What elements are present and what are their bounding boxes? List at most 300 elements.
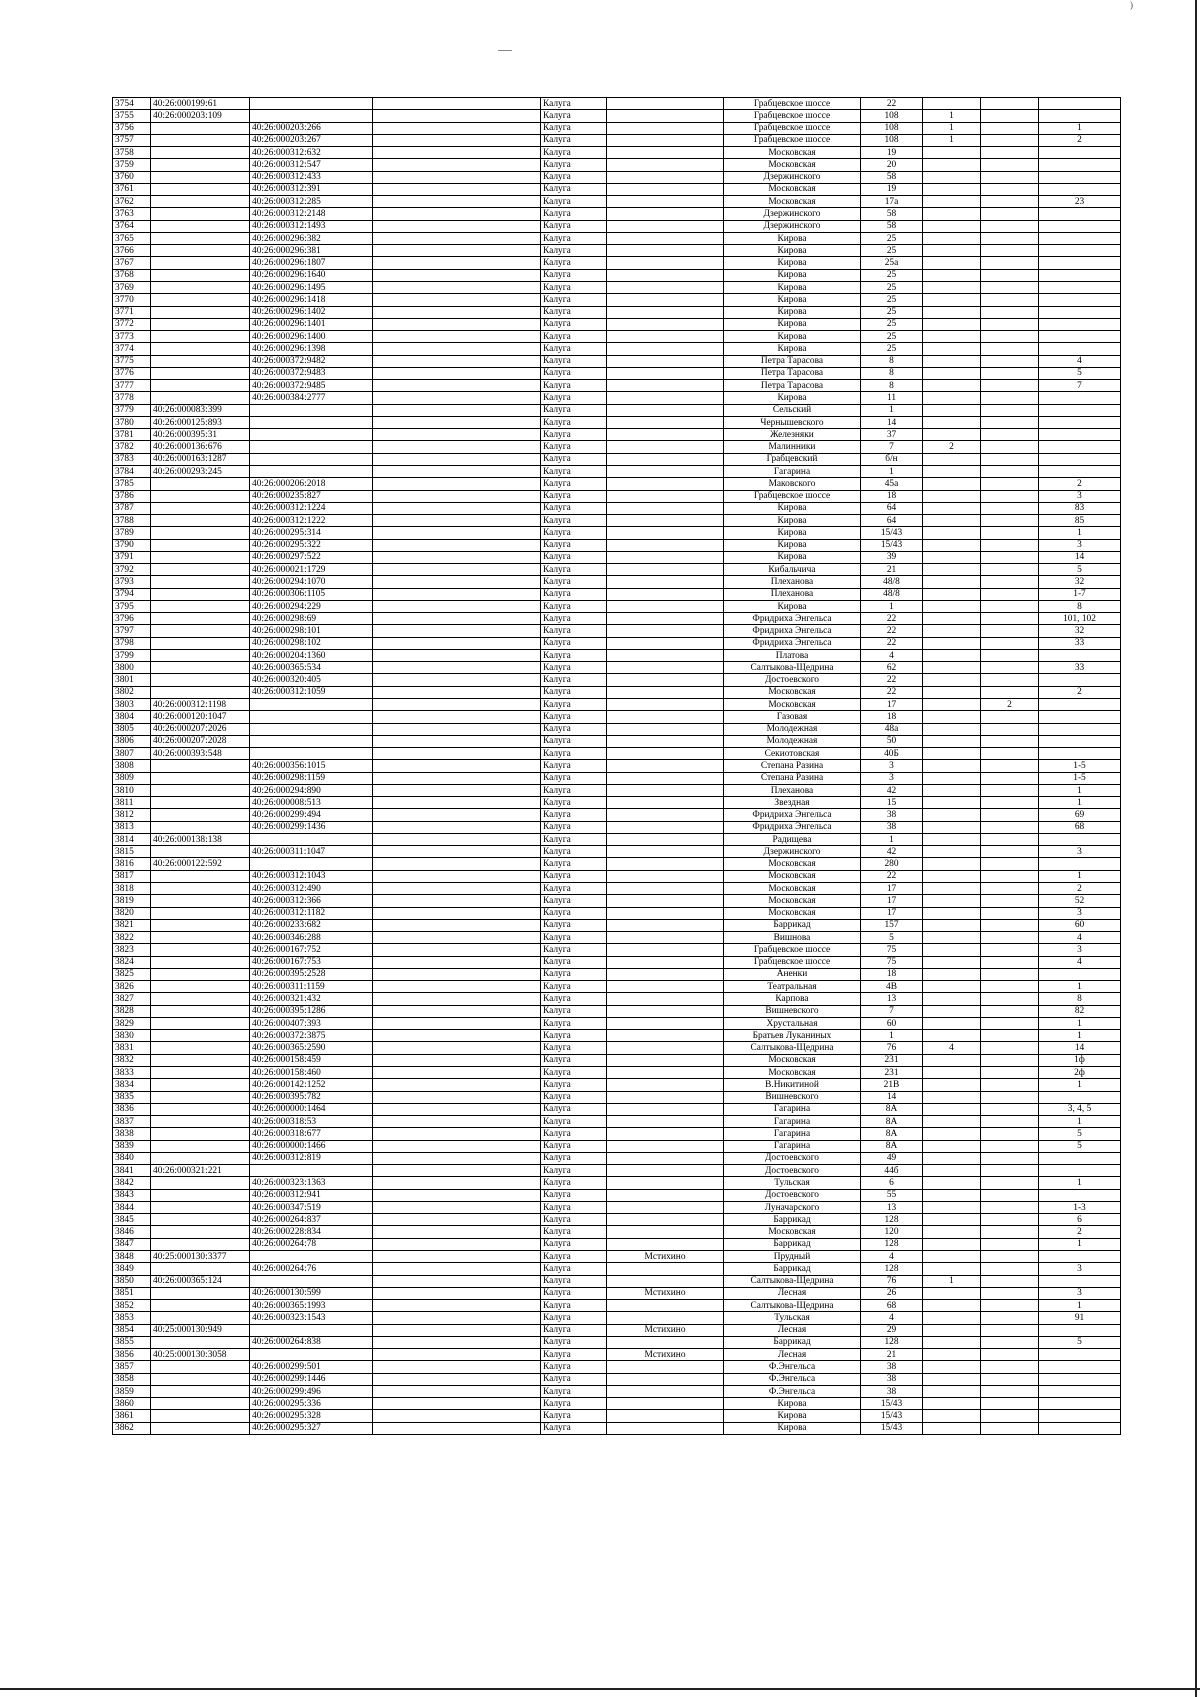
cell-city: Калуга [541,1017,607,1029]
cell-row-number: 3824 [113,956,151,968]
cell-building-cadastral-number [250,833,373,845]
table-row [113,281,1121,293]
cell-building [923,1066,981,1078]
cell-building [923,662,981,674]
cell-street: Кирова [724,539,861,551]
cell-structure [981,576,1039,588]
cell-apartment: 2 [1039,883,1121,895]
cell-row-number: 3830 [113,1030,151,1042]
cell-structure [981,1116,1039,1128]
cell-land-cadastral-number [151,932,250,944]
cell-land-cadastral-number [151,625,250,637]
cell-apartment [1039,159,1121,171]
cell-row-number: 3832 [113,1054,151,1066]
cell-land-cadastral-number [151,502,250,514]
cell-object-name [373,895,541,907]
cell-building [923,1165,981,1177]
cell-settlement [607,637,724,649]
cell-building [923,699,981,711]
cell-city: Калуга [541,625,607,637]
cell-row-number: 3790 [113,539,151,551]
table-row [113,98,1121,110]
cell-land-cadastral-number [151,993,250,1005]
cell-apartment [1039,343,1121,355]
cell-building [923,1079,981,1091]
cell-apartment: 85 [1039,515,1121,527]
table-row [113,171,1121,183]
cell-apartment: 32 [1039,625,1121,637]
cell-settlement [607,1152,724,1164]
cell-house-number: 42 [861,784,923,796]
cell-city: Калуга [541,1030,607,1042]
cell-settlement [607,1128,724,1140]
cell-building [923,159,981,171]
cell-object-name [373,1201,541,1213]
cell-house-number: 128 [861,1214,923,1226]
cell-building [923,232,981,244]
cell-object-name [373,1091,541,1103]
cell-row-number: 3831 [113,1042,151,1054]
table-row [113,833,1121,845]
cell-street: Ф.Энгельса [724,1361,861,1373]
cell-apartment [1039,245,1121,257]
cell-object-name [373,1238,541,1250]
cell-apartment [1039,723,1121,735]
cell-building-cadastral-number: 40:26:000312:1043 [250,870,373,882]
cell-building [923,367,981,379]
cell-apartment: 1 [1039,1300,1121,1312]
cell-land-cadastral-number [151,1128,250,1140]
cell-row-number: 3756 [113,122,151,134]
cell-apartment: 33 [1039,662,1121,674]
cell-settlement [607,784,724,796]
table-row [113,699,1121,711]
cell-house-number: 8А [861,1103,923,1115]
cell-building [923,1189,981,1201]
cell-apartment: 7 [1039,380,1121,392]
cell-apartment [1039,392,1121,404]
cell-structure [981,294,1039,306]
cell-land-cadastral-number: 40:26:000163:1287 [151,453,250,465]
cell-street: Вишнова [724,932,861,944]
cell-house-number: 8 [861,380,923,392]
cell-row-number: 3855 [113,1336,151,1348]
cell-building-cadastral-number: 40:26:000356:1015 [250,760,373,772]
cell-settlement [607,502,724,514]
table-row [113,404,1121,416]
cell-structure [981,833,1039,845]
cell-building-cadastral-number: 40:26:000323:1543 [250,1312,373,1324]
cell-city: Калуга [541,416,607,428]
cell-land-cadastral-number: 40:26:000120:1047 [151,711,250,723]
cell-building [923,208,981,220]
cell-building-cadastral-number: 40:26:000264:837 [250,1214,373,1226]
cell-house-number: 55 [861,1189,923,1201]
cell-land-cadastral-number [151,613,250,625]
cell-street: Московская [724,870,861,882]
cell-city: Калуга [541,797,607,809]
cell-apartment: 2 [1039,686,1121,698]
cell-object-name [373,1042,541,1054]
cell-city: Калуга [541,171,607,183]
cell-city: Калуга [541,306,607,318]
cell-row-number: 3767 [113,257,151,269]
cell-street: Московская [724,699,861,711]
cell-row-number: 3808 [113,760,151,772]
cell-structure [981,1287,1039,1299]
cell-building-cadastral-number: 40:26:000312:366 [250,895,373,907]
cell-row-number: 3809 [113,772,151,784]
cell-city: Калуга [541,809,607,821]
cell-row-number: 3823 [113,944,151,956]
cell-structure [981,110,1039,122]
cell-row-number: 3793 [113,576,151,588]
table-row [113,465,1121,477]
cell-building [923,613,981,625]
cell-building [923,1410,981,1422]
cell-object-name [373,196,541,208]
cell-street: Салтыкова-Щедрина [724,1042,861,1054]
cell-building-cadastral-number: 40:26:000407:393 [250,1017,373,1029]
cell-row-number: 3851 [113,1287,151,1299]
cell-building-cadastral-number [250,453,373,465]
cell-apartment: 52 [1039,895,1121,907]
table-row [113,674,1121,686]
cell-row-number: 3838 [113,1128,151,1140]
cell-house-number: 1 [861,1030,923,1042]
cell-land-cadastral-number [151,539,250,551]
cell-building [923,318,981,330]
cell-city: Калуга [541,257,607,269]
cell-object-name [373,98,541,110]
cell-land-cadastral-number [151,527,250,539]
cell-object-name [373,1226,541,1238]
cell-row-number: 3779 [113,404,151,416]
cell-apartment [1039,416,1121,428]
cell-object-name [373,416,541,428]
cell-street: Кибальчича [724,564,861,576]
cell-building-cadastral-number: 40:26:000294:229 [250,600,373,612]
table-row [113,355,1121,367]
cell-building [923,1116,981,1128]
cell-building-cadastral-number: 40:26:000320:405 [250,674,373,686]
cell-object-name [373,797,541,809]
cell-row-number: 3854 [113,1324,151,1336]
cell-apartment: 3 [1039,846,1121,858]
cell-building-cadastral-number [250,416,373,428]
cell-row-number: 3813 [113,821,151,833]
cell-settlement [607,1005,724,1017]
table-row [113,380,1121,392]
cell-building [923,1263,981,1275]
cell-house-number: 25 [861,331,923,343]
registry-body [113,98,1121,1435]
cell-building-cadastral-number: 40:26:000296:1401 [250,318,373,330]
cell-street: Чернышевского [724,416,861,428]
cell-city: Калуга [541,380,607,392]
table-row [113,551,1121,563]
cell-house-number: 38 [861,1373,923,1385]
cell-house-number: 21 [861,564,923,576]
cell-structure [981,306,1039,318]
cell-structure [981,784,1039,796]
cell-object-name [373,1287,541,1299]
cell-structure [981,1263,1039,1275]
cell-building [923,1250,981,1262]
cell-land-cadastral-number [151,944,250,956]
cell-building [923,968,981,980]
cell-building-cadastral-number [250,1324,373,1336]
cell-city: Калуга [541,1177,607,1189]
cell-apartment [1039,1398,1121,1410]
cell-object-name [373,281,541,293]
cell-structure [981,1054,1039,1066]
cell-building-cadastral-number: 40:26:000312:632 [250,147,373,159]
cell-house-number: 19 [861,183,923,195]
cell-building-cadastral-number: 40:26:000312:285 [250,196,373,208]
cell-street: Московская [724,895,861,907]
cell-building-cadastral-number [250,748,373,760]
cell-object-name [373,122,541,134]
cell-row-number: 3844 [113,1201,151,1213]
cell-row-number: 3817 [113,870,151,882]
cell-apartment [1039,453,1121,465]
cell-apartment [1039,735,1121,747]
cell-structure [981,1226,1039,1238]
cell-structure [981,515,1039,527]
cell-building [923,404,981,416]
cell-street: Дзержинского [724,171,861,183]
cell-structure [981,98,1039,110]
cell-building-cadastral-number: 40:26:000312:433 [250,171,373,183]
cell-apartment: 5 [1039,1128,1121,1140]
cell-building-cadastral-number: 40:26:000167:752 [250,944,373,956]
cell-building [923,515,981,527]
cell-row-number: 3757 [113,134,151,146]
cell-structure [981,1238,1039,1250]
cell-city: Калуга [541,551,607,563]
cell-object-name [373,539,541,551]
cell-building [923,981,981,993]
cell-settlement [607,208,724,220]
table-row [113,183,1121,195]
cell-settlement [607,600,724,612]
cell-building-cadastral-number: 40:26:000295:322 [250,539,373,551]
cell-settlement [607,281,724,293]
cell-apartment: 1 [1039,1079,1121,1091]
cell-structure [981,711,1039,723]
cell-row-number: 3782 [113,441,151,453]
table-row [113,490,1121,502]
cell-structure [981,1349,1039,1361]
cell-building [923,245,981,257]
cell-city: Калуга [541,1349,607,1361]
cell-settlement [607,956,724,968]
cell-building-cadastral-number: 40:26:000372:9483 [250,367,373,379]
cell-settlement [607,932,724,944]
cell-building-cadastral-number: 40:26:000323:1363 [250,1177,373,1189]
cell-city: Калуга [541,968,607,980]
table-row [113,895,1121,907]
cell-building-cadastral-number: 40:26:000299:496 [250,1385,373,1397]
cell-structure [981,367,1039,379]
cell-street: Дзержинского [724,208,861,220]
cell-house-number: 4 [861,649,923,661]
cell-house-number: 64 [861,502,923,514]
cell-object-name [373,294,541,306]
cell-building-cadastral-number: 40:26:000299:1436 [250,821,373,833]
cell-apartment: 5 [1039,367,1121,379]
cell-city: Калуга [541,404,607,416]
cell-structure [981,1140,1039,1152]
cell-building-cadastral-number: 40:26:000312:1222 [250,515,373,527]
cell-building [923,1312,981,1324]
cell-building-cadastral-number: 40:26:000312:819 [250,1152,373,1164]
cell-land-cadastral-number [151,1422,250,1434]
table-row [113,1017,1121,1029]
cell-land-cadastral-number [151,220,250,232]
table-row [113,956,1121,968]
cell-apartment [1039,1373,1121,1385]
table-row [113,1042,1121,1054]
cell-row-number: 3853 [113,1312,151,1324]
cell-land-cadastral-number [151,1398,250,1410]
cell-house-number: 62 [861,662,923,674]
cell-apartment: 3 [1039,944,1121,956]
cell-apartment [1039,171,1121,183]
cell-city: Калуга [541,858,607,870]
cell-structure [981,1361,1039,1373]
cell-row-number: 3852 [113,1300,151,1312]
cell-row-number: 3786 [113,490,151,502]
cell-building [923,674,981,686]
cell-land-cadastral-number [151,1361,250,1373]
cell-building [923,392,981,404]
cell-street: Платова [724,649,861,661]
cell-building: 1 [923,122,981,134]
cell-city: Калуга [541,147,607,159]
cell-row-number: 3783 [113,453,151,465]
cell-city: Калуга [541,748,607,760]
cell-building: 4 [923,1042,981,1054]
cell-apartment [1039,1385,1121,1397]
cell-settlement [607,1336,724,1348]
cell-building [923,465,981,477]
cell-building-cadastral-number: 40:26:000295:336 [250,1398,373,1410]
cell-land-cadastral-number [151,343,250,355]
cell-structure [981,331,1039,343]
cell-street: Баррикад [724,1238,861,1250]
cell-building-cadastral-number: 40:26:000295:314 [250,527,373,539]
cell-building-cadastral-number: 40:26:000346:288 [250,932,373,944]
cell-object-name [373,331,541,343]
cell-land-cadastral-number [151,196,250,208]
table-row [113,478,1121,490]
cell-building-cadastral-number: 40:26:000321:432 [250,993,373,1005]
cell-city: Калуга [541,674,607,686]
cell-object-name [373,478,541,490]
cell-land-cadastral-number: 40:26:000293:245 [151,465,250,477]
cell-city: Калуга [541,183,607,195]
cell-object-name [373,343,541,355]
cell-row-number: 3792 [113,564,151,576]
cell-city: Калуга [541,1263,607,1275]
cell-settlement [607,883,724,895]
cell-settlement: Мстихино [607,1287,724,1299]
cell-row-number: 3833 [113,1066,151,1078]
cell-structure [981,257,1039,269]
cell-land-cadastral-number [151,183,250,195]
cell-object-name [373,1398,541,1410]
cell-object-name [373,613,541,625]
cell-settlement [607,380,724,392]
cell-structure [981,1201,1039,1213]
cell-house-number: 6 [861,1177,923,1189]
cell-apartment: 8 [1039,600,1121,612]
cell-settlement [607,895,724,907]
cell-house-number: 108 [861,110,923,122]
cell-settlement [607,735,724,747]
cell-city: Калуга [541,919,607,931]
cell-settlement [607,1091,724,1103]
cell-apartment: 6 [1039,1214,1121,1226]
cell-land-cadastral-number: 40:26:000312:1198 [151,699,250,711]
cell-building-cadastral-number: 40:26:000312:547 [250,159,373,171]
cell-building [923,932,981,944]
cell-building-cadastral-number: 40:26:000158:460 [250,1066,373,1078]
cell-street: Кирова [724,502,861,514]
cell-apartment: 5 [1039,1140,1121,1152]
cell-house-number: 39 [861,551,923,563]
cell-structure [981,613,1039,625]
cell-structure [981,846,1039,858]
cell-street: Радищева [724,833,861,845]
cell-object-name [373,600,541,612]
cell-apartment [1039,858,1121,870]
cell-apartment [1039,147,1121,159]
cell-apartment: 23 [1039,196,1121,208]
cell-building [923,527,981,539]
cell-building-cadastral-number: 40:26:000233:682 [250,919,373,931]
cell-street: Кирова [724,331,861,343]
cell-house-number: 1 [861,600,923,612]
cell-house-number: 49 [861,1152,923,1164]
table-row [113,1165,1121,1177]
cell-settlement [607,1054,724,1066]
cell-street: Грабцевское шоссе [724,122,861,134]
cell-object-name [373,1066,541,1078]
cell-building-cadastral-number: 40:26:000312:2148 [250,208,373,220]
cell-settlement [607,196,724,208]
cell-building-cadastral-number [250,1275,373,1287]
cell-row-number: 3769 [113,281,151,293]
cell-row-number: 3788 [113,515,151,527]
cell-structure [981,1066,1039,1078]
cell-row-number: 3791 [113,551,151,563]
cell-object-name [373,662,541,674]
cell-object-name [373,429,541,441]
cell-building-cadastral-number [250,723,373,735]
cell-building [923,821,981,833]
table-row [113,1373,1121,1385]
cell-city: Калуга [541,539,607,551]
cell-city: Калуга [541,1214,607,1226]
cell-street: Достоевского [724,1189,861,1201]
cell-row-number: 3814 [113,833,151,845]
cell-apartment [1039,968,1121,980]
table-row [113,134,1121,146]
cell-street: Грабцевское шоссе [724,944,861,956]
